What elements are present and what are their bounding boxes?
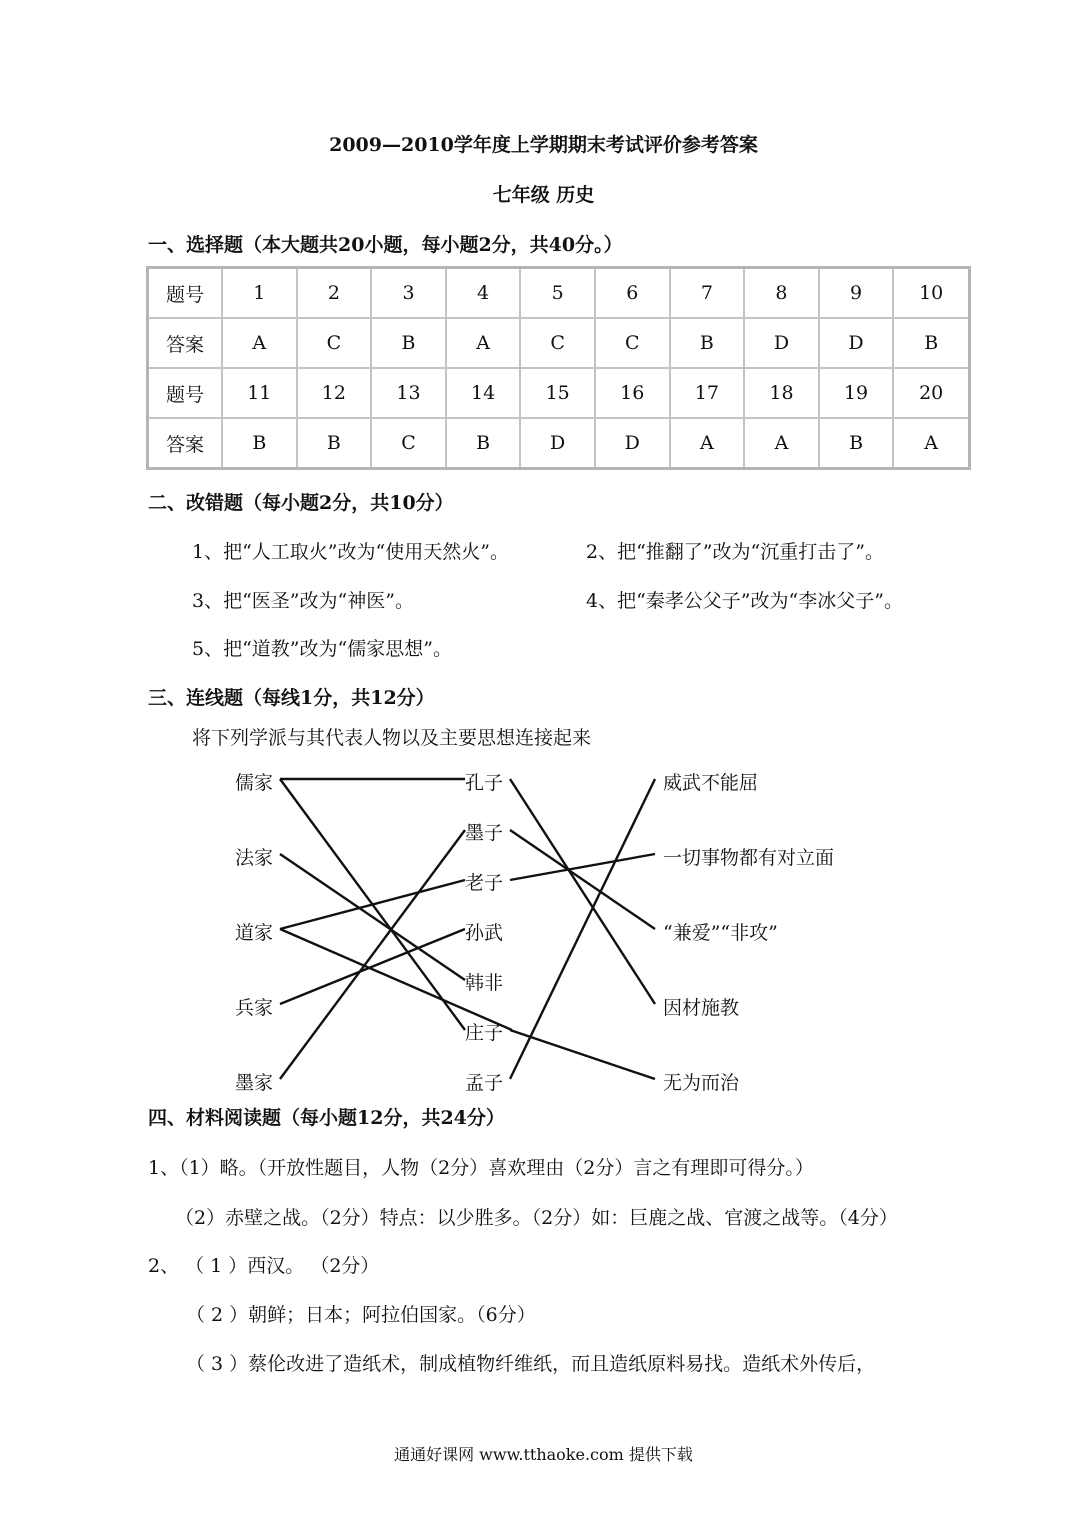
table-cell: B bbox=[819, 418, 894, 469]
table-cell: C bbox=[520, 318, 595, 368]
table-cell: 18 bbox=[744, 368, 819, 418]
table-cell: 7 bbox=[670, 268, 745, 319]
correction-item: 4、把“秦孝公父子”改为“李冰父子”。 bbox=[586, 590, 903, 612]
idea-label: 无为而治 bbox=[663, 1072, 740, 1094]
table-cell: C bbox=[595, 318, 670, 368]
table-cell: 12 bbox=[297, 368, 372, 418]
reading-answer-line: （ 3 ）蔡伦改进了造纸术，制成植物纤维纸，而且造纸原料易找。造纸术外传后， bbox=[186, 1353, 876, 1375]
idea-label: 因材施教 bbox=[663, 997, 740, 1019]
person-label: 庄子 bbox=[465, 1022, 504, 1044]
match-line bbox=[510, 854, 655, 880]
table-cell: A bbox=[893, 418, 969, 469]
section4-heading: 四、材料阅读题（每小题12分，共24分） bbox=[148, 1107, 505, 1129]
section2-heading: 二、改错题（每小题2分，共10分） bbox=[148, 492, 454, 514]
match-line bbox=[280, 854, 465, 980]
correction-item: 1、把“人工取火”改为“使用天然火”。 bbox=[192, 541, 509, 563]
page-title: 2009—2010学年度上学期期末考试评价参考答案 bbox=[329, 134, 758, 156]
table-cell: 3 bbox=[371, 268, 446, 319]
school-label: 墨家 bbox=[235, 1072, 274, 1094]
table-cell: B bbox=[297, 418, 372, 469]
section1-heading: 一、选择题（本大题共20小题，每小题2分，共40分。） bbox=[148, 234, 623, 256]
school-label: 法家 bbox=[235, 847, 274, 869]
table-cell: 2 bbox=[297, 268, 372, 319]
table-row-label: 答案 bbox=[148, 418, 223, 469]
person-label: 孙武 bbox=[465, 922, 504, 944]
match-line bbox=[280, 880, 465, 929]
table-cell: A bbox=[446, 318, 521, 368]
table-cell: A bbox=[222, 318, 297, 368]
table-cell: 9 bbox=[819, 268, 894, 319]
table-row-label: 题号 bbox=[148, 368, 223, 418]
school-label: 道家 bbox=[235, 922, 274, 944]
table-cell: D bbox=[520, 418, 595, 469]
table-cell: 15 bbox=[520, 368, 595, 418]
match-line bbox=[510, 779, 655, 1079]
table-cell: B bbox=[446, 418, 521, 469]
school-label: 儒家 bbox=[235, 772, 274, 794]
person-label: 孔子 bbox=[465, 772, 504, 794]
person-label: 孟子 bbox=[465, 1072, 504, 1094]
table-cell: 5 bbox=[520, 268, 595, 319]
table-cell: B bbox=[893, 318, 969, 368]
idea-label: 一切事物都有对立面 bbox=[663, 847, 835, 869]
table-cell: 8 bbox=[744, 268, 819, 319]
table-cell: D bbox=[595, 418, 670, 469]
match-line bbox=[510, 830, 655, 929]
table-cell: A bbox=[670, 418, 745, 469]
reading-answer-line: 2、 （ 1 ）西汉。 （2分） bbox=[148, 1255, 380, 1277]
table-cell: 6 bbox=[595, 268, 670, 319]
table-cell: 13 bbox=[371, 368, 446, 418]
table-cell: 19 bbox=[819, 368, 894, 418]
table-cell: C bbox=[371, 418, 446, 469]
table-cell: C bbox=[297, 318, 372, 368]
table-cell: A bbox=[744, 418, 819, 469]
match-line bbox=[280, 830, 465, 1079]
correction-item: 5、把“道教”改为“儒家思想”。 bbox=[192, 638, 452, 660]
section3-instruction: 将下列学派与其代表人物以及主要思想连接起来 bbox=[192, 727, 592, 749]
table-row-label: 答案 bbox=[148, 318, 223, 368]
correction-item: 3、把“医圣”改为“神医”。 bbox=[192, 590, 414, 612]
match-line bbox=[510, 1030, 655, 1079]
person-label: 墨子 bbox=[465, 822, 504, 844]
table-cell: 10 bbox=[893, 268, 969, 319]
table-cell: B bbox=[222, 418, 297, 469]
reading-answer-line: （2）赤壁之战。（2分）特点：以少胜多。（2分）如：巨鹿之战、官渡之战等。（4分） bbox=[175, 1207, 898, 1229]
table-row-label: 题号 bbox=[148, 268, 223, 319]
table-cell: D bbox=[819, 318, 894, 368]
idea-label: 威武不能屈 bbox=[663, 772, 759, 794]
table-cell: B bbox=[371, 318, 446, 368]
table-cell: 17 bbox=[670, 368, 745, 418]
page-footer: 通通好课网 www.tthaoke.com 提供下载 bbox=[394, 1445, 693, 1464]
table-cell: 14 bbox=[446, 368, 521, 418]
reading-answer-line: 1、（1）略。（开放性题目，人物（2分）喜欢理由（2分）言之有理即可得分。） bbox=[148, 1157, 814, 1179]
correction-item: 2、把“推翻了”改为“沉重打击了”。 bbox=[586, 541, 884, 563]
person-label: 韩非 bbox=[465, 972, 504, 994]
section3-heading: 三、连线题（每线1分，共12分） bbox=[148, 687, 435, 709]
table-cell: 4 bbox=[446, 268, 521, 319]
table-cell: D bbox=[744, 318, 819, 368]
table-cell: 16 bbox=[595, 368, 670, 418]
table-cell: 20 bbox=[893, 368, 969, 418]
match-line bbox=[510, 779, 655, 1004]
match-line bbox=[280, 929, 512, 1030]
reading-answer-line: （ 2 ）朝鲜；日本；阿拉伯国家。（6分） bbox=[186, 1304, 536, 1326]
table-cell: 1 bbox=[222, 268, 297, 319]
table-cell: B bbox=[670, 318, 745, 368]
person-label: 老子 bbox=[465, 872, 504, 894]
table-cell: 11 bbox=[222, 368, 297, 418]
idea-label: “兼爱”“非攻” bbox=[663, 922, 778, 944]
school-label: 兵家 bbox=[235, 997, 274, 1019]
page-subtitle: 七年级 历史 bbox=[492, 184, 595, 206]
